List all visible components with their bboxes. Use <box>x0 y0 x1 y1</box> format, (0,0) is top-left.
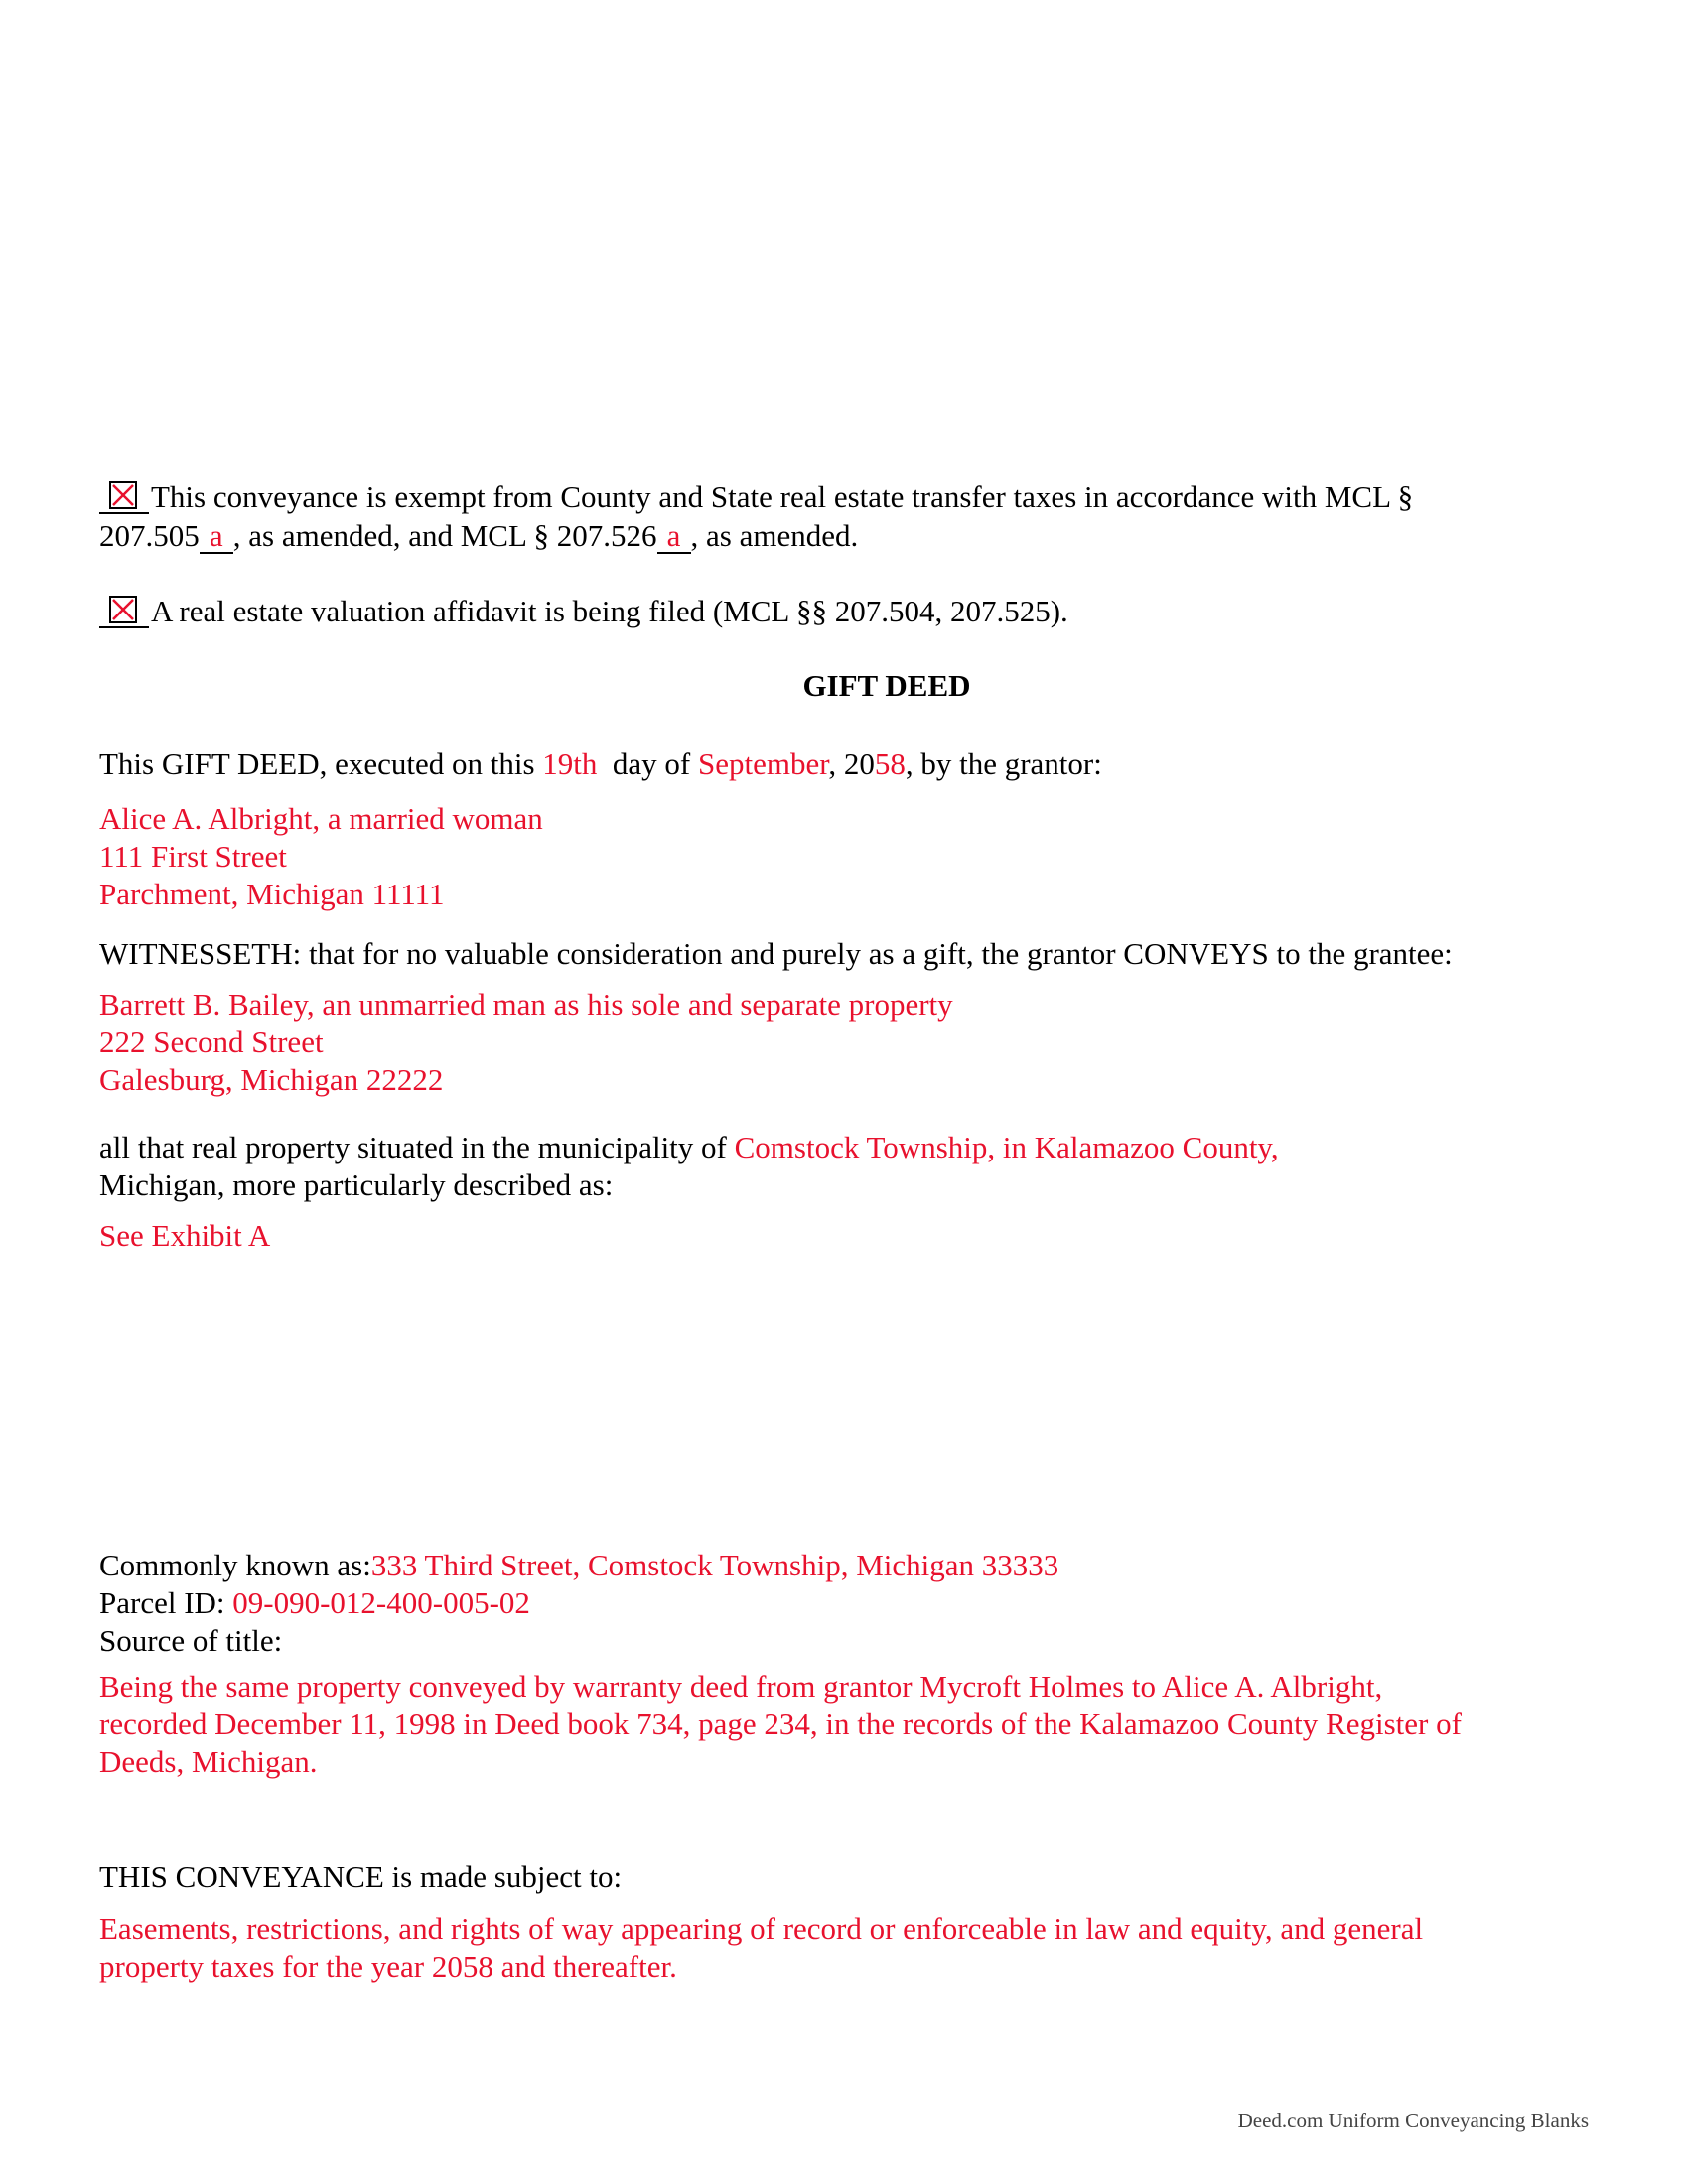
grantee-name: Barrett B. Bailey, an unmarried man as his sole and separate property <box>99 987 953 1022</box>
source-label: Source of title: <box>99 1623 283 1658</box>
execution-month[interactable]: September <box>698 747 829 781</box>
execution-day[interactable]: 19th <box>542 747 598 781</box>
property-description: See Exhibit A <box>99 1218 271 1253</box>
exemption-statement-line2: 207.505 a , as amended, and MCL § 207.526 a , as amended. <box>99 518 859 553</box>
grantee-city: Galesburg, Michigan 22222 <box>99 1062 444 1097</box>
witnesseth-clause: WITNESSETH: that for no valuable consideration and purely as a gift, the grantor CONVEYS to the grantee: <box>99 936 1453 971</box>
subsection-526-field[interactable]: a <box>657 520 691 554</box>
property-clause: all that real property situated in the municipality of Comstock Township, in Kalamazoo County, Michigan, more particularly described as: <box>99 1130 1279 1202</box>
grantee-block <box>99 986 953 1099</box>
property-identification <box>99 1547 1058 1660</box>
affidavit-text: A real estate valuation affidavit is being filed (MCL §§ 207.504, 207.525). <box>151 594 1068 628</box>
commonly-known-value: 333 Third Street, Comstock Township, Michigan 33333 <box>370 1548 1059 1582</box>
exemption-checkbox[interactable] <box>99 481 149 511</box>
grantor-city: Parchment, Michigan 11111 <box>99 877 445 911</box>
exemption-statement <box>99 478 1413 516</box>
execution-year[interactable]: 58 <box>874 747 906 781</box>
grantor-name: Alice A. Albright, a married woman <box>99 801 543 836</box>
affidavit-statement <box>99 593 1068 630</box>
conveyance-label: THIS CONVEYANCE is made subject to: <box>99 1859 623 1894</box>
parcel-label: Parcel ID: <box>99 1585 225 1620</box>
checked-x-icon <box>109 481 137 509</box>
property-municipality: Comstock Township, in Kalamazoo County, <box>734 1130 1279 1164</box>
document-title: GIFT DEED <box>802 668 971 703</box>
affidavit-checkbox[interactable] <box>99 596 149 625</box>
source-of-title: Being the same property conveyed by warranty deed from grantor Mycroft Holmes to Alice A. Albright, recorded December 11, 1998 in Deed book 734, page 234, in the records of the Kalamazoo County Register of Deeds, Michigan. <box>99 1669 1462 1779</box>
grantee-street: 222 Second Street <box>99 1024 324 1059</box>
conveyance-subject-to: Easements, restrictions, and rights of way appearing of record or enforceable in law and equity, and general property taxes for the year 2058 and thereafter. <box>99 1911 1424 1983</box>
grantor-street: 111 First Street <box>99 839 287 874</box>
exemption-text-line1: This conveyance is exempt from County and State real estate transfer taxes in accordance with MCL § <box>151 479 1414 514</box>
footer-credit: Deed.com Uniform Conveyancing Blanks <box>1237 2109 1589 2132</box>
execution-line: This GIFT DEED, executed on this 19th day of September, 2058, by the grantor: <box>99 747 1102 781</box>
parcel-id-value: 09-090-012-400-005-02 <box>232 1585 530 1620</box>
subsection-505-field[interactable]: a <box>200 520 233 554</box>
grantor-block <box>99 800 543 913</box>
checked-x-icon <box>109 596 137 623</box>
commonly-known-label: Commonly known as: <box>99 1548 371 1582</box>
